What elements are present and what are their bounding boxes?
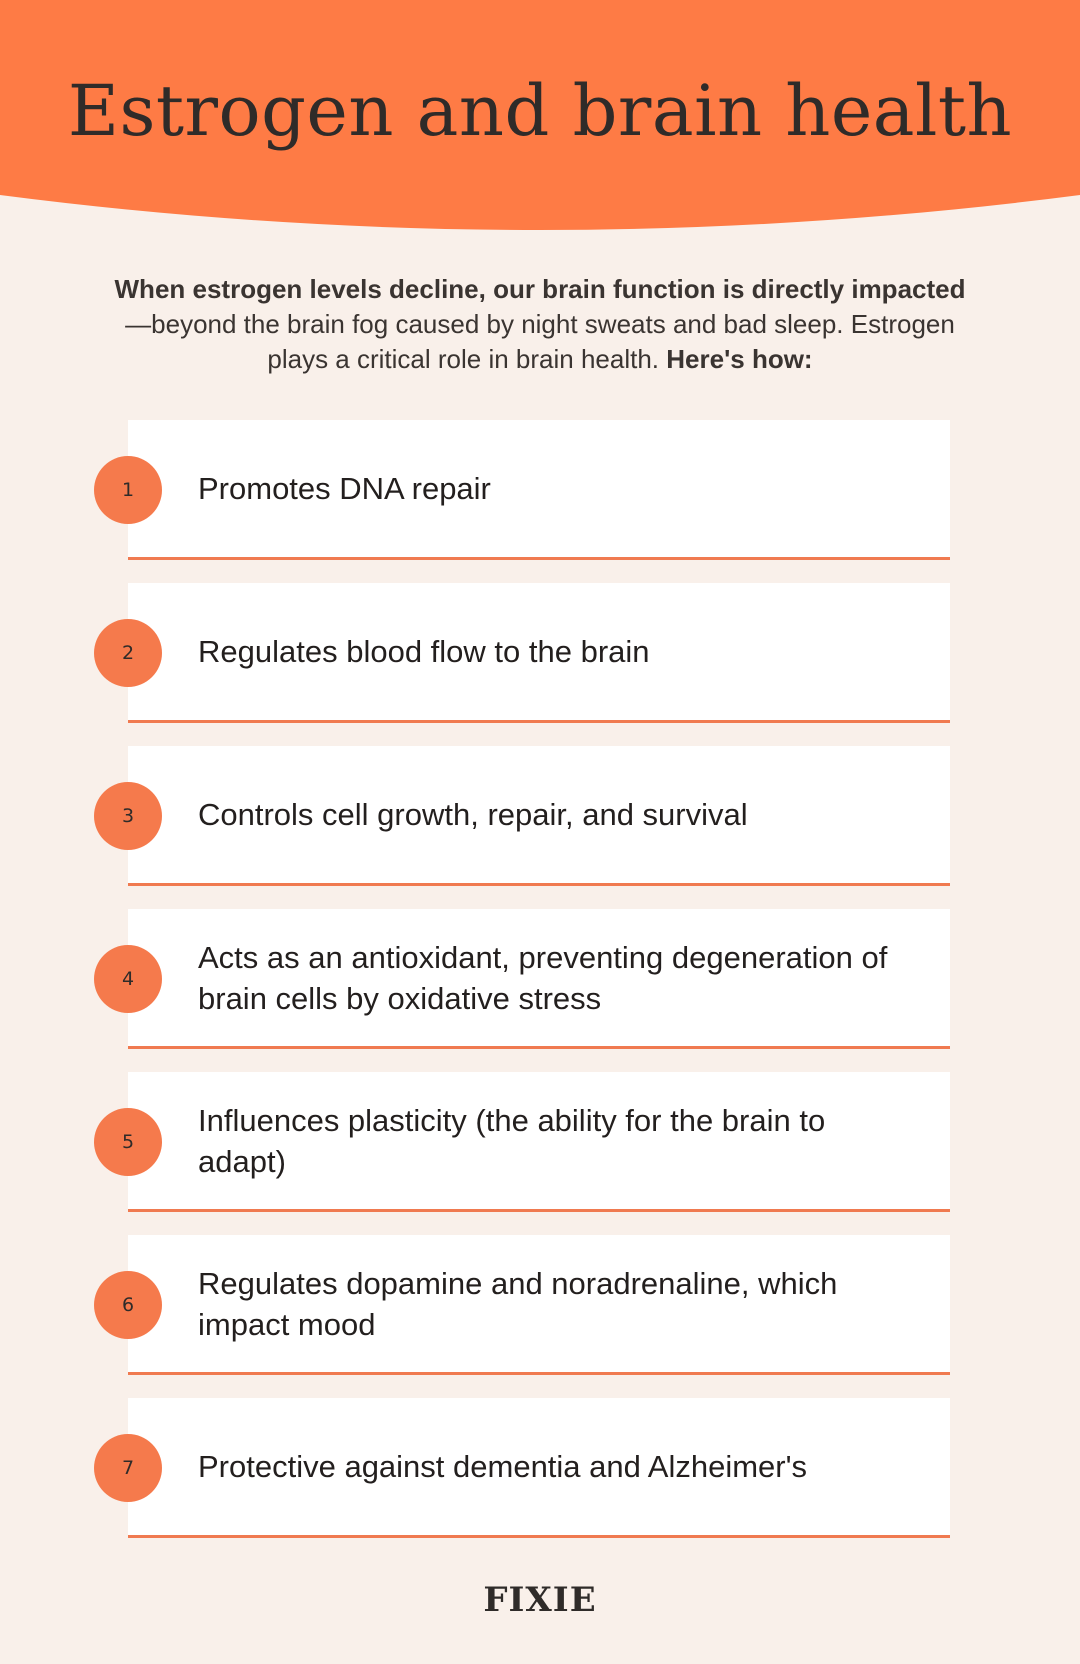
intro-paragraph — [110, 272, 970, 377]
list-item-text: Controls cell growth, repair, and survival — [198, 797, 748, 832]
fixie-logo: FIXIE — [483, 1580, 597, 1620]
list-item — [121, 583, 950, 723]
list-item-text: Influences plasticity (the ability for the brain to adapt) — [198, 1102, 826, 1179]
number-badge: 5 — [94, 1108, 162, 1176]
list-item — [121, 1398, 950, 1538]
list-item — [121, 909, 950, 1049]
number-badge: 1 — [94, 456, 162, 524]
number-badge: 2 — [94, 619, 162, 687]
list-item — [121, 420, 950, 560]
number-badge: 7 — [94, 1434, 162, 1502]
list-item-text: Regulates dopamine and noradrenaline, which impact mood — [198, 1265, 838, 1342]
number-badge: 4 — [94, 945, 162, 1013]
list-item — [121, 1072, 950, 1212]
header-banner — [0, 0, 1080, 240]
list-item-text: Promotes DNA repair — [198, 471, 491, 506]
intro-bold-tail: Here's how: — [666, 344, 813, 374]
intro-body: —beyond the brain fog caused by night sweats and bad sleep. Estrogen plays a critical role in brain health. — [125, 309, 955, 374]
intro-bold-lead: When estrogen levels decline, our brain function is directly impacted — [114, 274, 966, 304]
list-item-text: Protective against dementia and Alzheimer's — [198, 1449, 808, 1484]
number-badge: 3 — [94, 782, 162, 850]
number-badge: 6 — [94, 1271, 162, 1339]
list-item-text: Regulates blood flow to the brain — [198, 634, 650, 669]
list-item-text: Acts as an antioxidant, preventing degeneration of brain cells by oxidative stress — [198, 939, 888, 1016]
page-title: Estrogen and brain health — [67, 70, 1013, 152]
list-item — [121, 1235, 950, 1375]
list-item — [121, 746, 950, 886]
